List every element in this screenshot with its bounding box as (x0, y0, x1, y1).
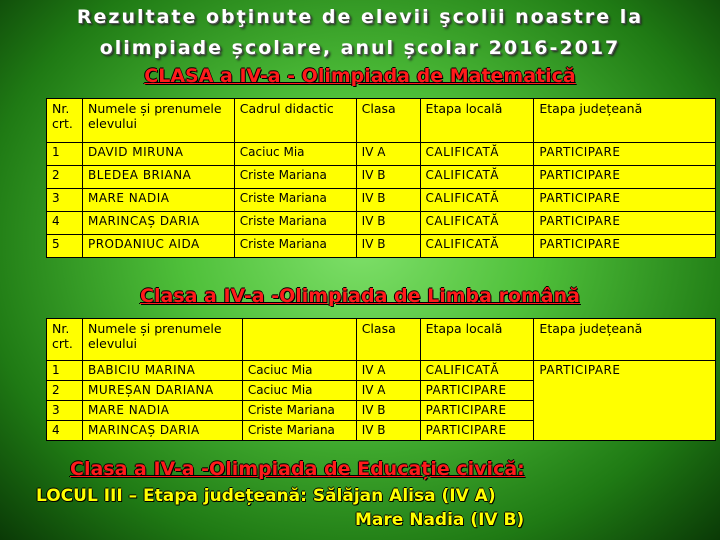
header-county: Etapa județeană (534, 319, 716, 361)
romanian-heading: Clasa a IV-a -Olimpiada de Limba română (140, 285, 580, 307)
cell-class: IV A (356, 143, 420, 166)
math-heading: CLASA a IV-a - Olimpiada de Matematică (144, 65, 576, 87)
header-local: Etapa locală (420, 319, 534, 361)
header-teacher (242, 319, 356, 361)
cell-county: PARTICIPARE (534, 212, 716, 235)
civic-result-line2: Mare Nadia (IV B) (355, 510, 525, 530)
cell-class: IV B (356, 401, 420, 421)
cell-class: IV A (356, 381, 420, 401)
table-row (47, 166, 716, 189)
cell-local: PARTICIPARE (420, 381, 534, 401)
cell-county: PARTICIPARE (534, 166, 716, 189)
cell-nr: 3 (47, 401, 83, 421)
cell-class: IV B (356, 189, 420, 212)
civic-result-line1: LOCUL III – Etapa județeană: Sălăjan Alisa (IV A) (36, 486, 496, 506)
cell-class: IV B (356, 212, 420, 235)
table-row (47, 235, 716, 258)
header-teacher: Cadrul didactic (234, 99, 356, 143)
page-title-line2: olimpiade școlare, anul școlar 2016-2017 (99, 37, 621, 59)
cell-county (534, 381, 716, 401)
cell-teacher: Criste Mariana (234, 166, 356, 189)
table-row (47, 361, 716, 381)
cell-teacher: Criste Mariana (234, 235, 356, 258)
cell-name: BLEDEA BRIANA (82, 166, 234, 189)
cell-nr: 4 (47, 421, 83, 441)
table-header-row (47, 99, 716, 143)
cell-county: PARTICIPARE (534, 361, 716, 381)
table-row (47, 212, 716, 235)
table-row (47, 401, 716, 421)
cell-local: CALIFICATĂ (420, 235, 534, 258)
table-header-row (47, 319, 716, 361)
cell-name: MARE NADIA (82, 189, 234, 212)
cell-name: MARINCAȘ DARIA (82, 212, 234, 235)
cell-local: CALIFICATĂ (420, 143, 534, 166)
cell-nr: 1 (47, 361, 83, 381)
cell-county (534, 421, 716, 441)
cell-teacher: Criste Mariana (234, 189, 356, 212)
cell-name: MARINCAȘ DARIA (82, 421, 242, 441)
cell-county: PARTICIPARE (534, 189, 716, 212)
table-row (47, 381, 716, 401)
cell-name: MUREȘAN DARIANA (82, 381, 242, 401)
cell-teacher: Caciuc Mia (234, 143, 356, 166)
cell-name: MARE NADIA (82, 401, 242, 421)
cell-teacher: Criste Mariana (234, 212, 356, 235)
cell-local: CALIFICATĂ (420, 189, 534, 212)
cell-class: IV B (356, 235, 420, 258)
math-results-table (46, 98, 716, 258)
cell-class: IV B (356, 166, 420, 189)
romanian-results-table (46, 318, 716, 441)
cell-nr: 5 (47, 235, 83, 258)
cell-name: BABICIU MARINA (82, 361, 242, 381)
cell-county (534, 401, 716, 421)
cell-nr: 3 (47, 189, 83, 212)
cell-county: PARTICIPARE (534, 235, 716, 258)
cell-county: PARTICIPARE (534, 143, 716, 166)
cell-local: CALIFICATĂ (420, 212, 534, 235)
header-nr: Nr. crt. (47, 319, 83, 361)
page-title-line1: Rezultate obţinute de elevii şcolii noastre la (76, 6, 644, 28)
cell-nr: 2 (47, 166, 83, 189)
civic-heading: Clasa a IV-a -Olimpiada de Educație civică: (70, 458, 525, 480)
cell-teacher: Criste Mariana (242, 401, 356, 421)
cell-teacher: Caciuc Mia (242, 381, 356, 401)
header-county: Etapa județeană (534, 99, 716, 143)
header-class: Clasa (356, 99, 420, 143)
cell-name: DAVID MIRUNA (82, 143, 234, 166)
cell-local: CALIFICATĂ (420, 166, 534, 189)
table-row (47, 421, 716, 441)
cell-nr: 2 (47, 381, 83, 401)
header-local: Etapa locală (420, 99, 534, 143)
cell-local: PARTICIPARE (420, 401, 534, 421)
cell-local: CALIFICATĂ (420, 361, 534, 381)
cell-nr: 4 (47, 212, 83, 235)
header-nr: Nr. crt. (47, 99, 83, 143)
cell-class: IV B (356, 421, 420, 441)
cell-nr: 1 (47, 143, 83, 166)
cell-name: PRODANIUC AIDA (82, 235, 234, 258)
cell-class: IV A (356, 361, 420, 381)
cell-teacher: Criste Mariana (242, 421, 356, 441)
table-row (47, 143, 716, 166)
header-name: Numele și prenumele elevului (82, 99, 234, 143)
header-class: Clasa (356, 319, 420, 361)
cell-teacher: Caciuc Mia (242, 361, 356, 381)
table-row (47, 189, 716, 212)
cell-local: PARTICIPARE (420, 421, 534, 441)
header-name: Numele și prenumele elevului (82, 319, 242, 361)
